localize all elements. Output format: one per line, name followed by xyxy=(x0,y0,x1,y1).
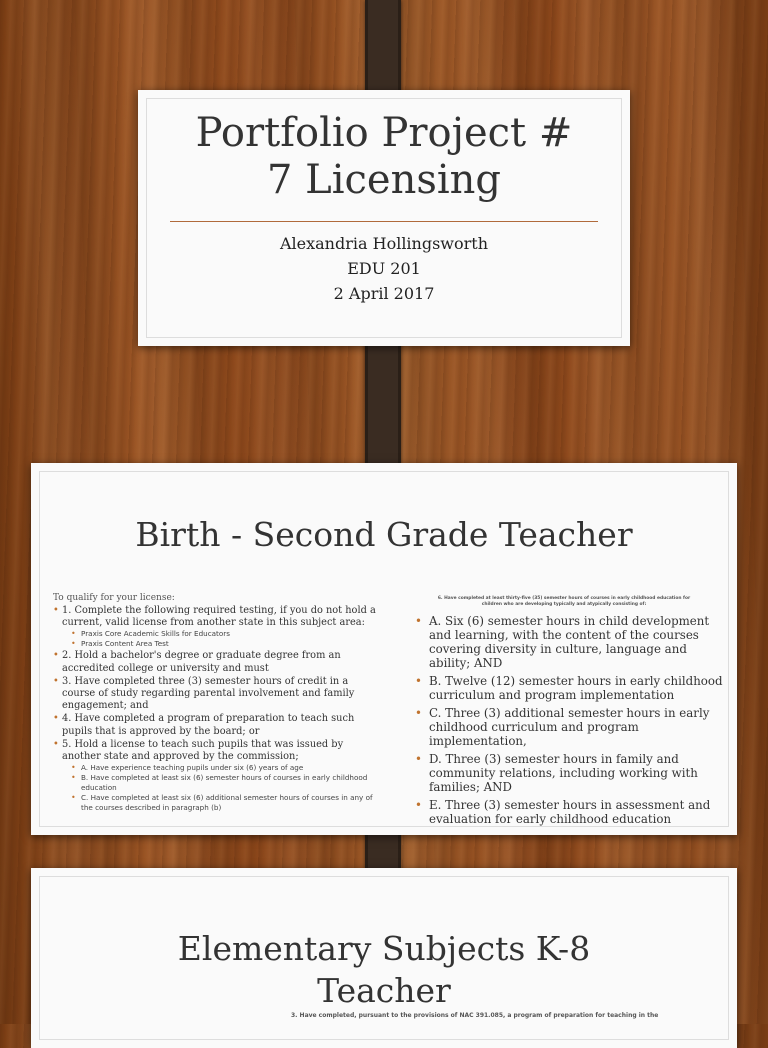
requirement-item-2: • 2. Hold a bachelor's degree or graduate degree from an accredited college or university and must xyxy=(53,650,383,674)
title-slide-heading xyxy=(138,110,630,204)
birth-second-grade-heading: Birth - Second Grade Teacher xyxy=(135,515,633,554)
course-code: EDU 201 xyxy=(347,259,421,278)
birth-second-grade-slide xyxy=(31,463,737,835)
title-line-2: 7 Licensing xyxy=(266,157,502,203)
requirement-subitem: • A. Have experience teaching pupils under six (6) years of age xyxy=(71,763,383,773)
coursework-item-a: • A. Six (6) semester hours in child development and learning, with the content of the courses covering diversity in culture, language and ability; AND xyxy=(415,614,725,670)
elementary-k8-heading xyxy=(31,928,737,1012)
coursework-item-e: • E. Three (3) semester hours in assessment and evaluation for early childhood education xyxy=(415,798,725,826)
requirement-subitem: • Praxis Content Area Test xyxy=(71,639,383,649)
right-requirements-list xyxy=(415,614,725,826)
elementary-heading-line-2: Teacher xyxy=(317,971,451,1010)
hanging-strap-middle xyxy=(365,330,401,480)
elementary-heading-line-1: Elementary Subjects K-8 xyxy=(177,929,591,968)
requirement-subitem: • Praxis Core Academic Skills for Educators xyxy=(71,629,383,639)
requirement-item-1: • 1. Complete the following required testing, if you do not hold a current, valid license from another state in this subject area: xyxy=(53,605,383,629)
title-divider xyxy=(170,221,598,222)
requirement-item-3: • 3. Have completed three (3) semester hours of credit in a course of study regarding parental involvement and family engagement; and xyxy=(53,676,383,713)
elementary-requirement-3-text: 3. Have completed, pursuant to the provisions of NAC 391.085, a program of preparation for teaching in the xyxy=(291,1012,659,1019)
requirement-subitem: • B. Have completed at least six (6) semester hours of courses in early childhood education xyxy=(71,773,383,793)
coursework-item-c: • C. Three (3) additional semester hours in early childhood curriculum and program implementation, xyxy=(415,706,725,748)
left-requirements-column xyxy=(53,593,383,813)
title-line-1: Portfolio Project # xyxy=(195,110,573,156)
coursework-item-d: • D. Three (3) semester hours in family and community relations, including working with families; AND xyxy=(415,752,725,794)
requirements-intro: To qualify for your license: xyxy=(53,593,175,603)
requirement-6-header-line-1: 6. Have completed at least thirty-five (35) semester hours of courses in early childhood education for xyxy=(437,596,691,601)
author-name: Alexandria Hollingsworth xyxy=(279,234,489,253)
left-requirements-list xyxy=(53,605,383,813)
right-requirements-column xyxy=(403,596,725,830)
requirement-6-header-line-2: children who are developing typically and atypically consisting of: xyxy=(481,602,647,607)
requirement-6-header xyxy=(403,596,725,608)
title-slide xyxy=(138,90,630,346)
coursework-item-b: • B. Twelve (12) semester hours in early childhood curriculum and program implementation xyxy=(415,674,725,702)
requirement-item-4: • 4. Have completed a program of preparation to teach such pupils that is approved by the board; or xyxy=(53,713,383,737)
title-slide-subtitle xyxy=(138,231,630,306)
requirement-item-5: • 5. Hold a license to teach such pupils that was issued by another state and approved by the commission; xyxy=(53,739,383,763)
presentation-date: 2 April 2017 xyxy=(333,284,435,303)
elementary-k8-slide xyxy=(31,868,737,1048)
requirement-subitem: • C. Have completed at least six (6) additional semester hours of courses in any of the courses described in paragraph (b) xyxy=(71,793,383,813)
